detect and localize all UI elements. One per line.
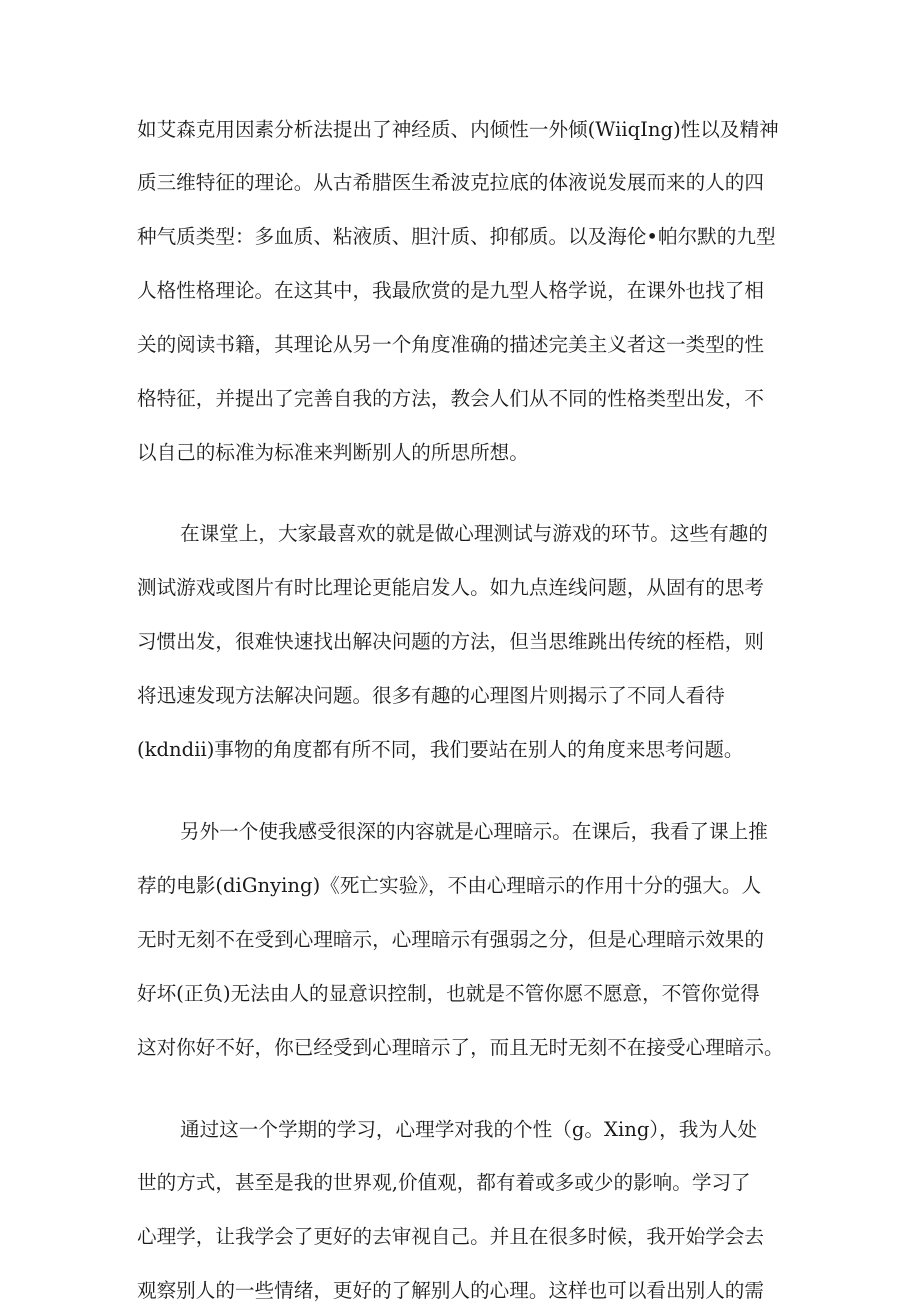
paragraph-1-line-6: 格特征，并提出了完善自我的方法，教会人们从不同的性格类型出发，不 <box>137 387 764 410</box>
paragraph-3-line-2: 荐的电影(diGnying)《死亡实验》，不由心理暗示的作用十分的强大。人 <box>137 874 762 897</box>
paragraph-3-line-5: 这对你好不好，你已经受到心理暗示了，而且无时无刻不在接受心理暗示。 <box>137 1036 784 1059</box>
paragraph-1-line-7: 以自己的标准为标准来判断别人的所思所想。 <box>137 441 529 464</box>
paragraph-2-line-1: 在课堂上，大家最喜欢的就是做心理测试与游戏的环节。这些有趣的 <box>180 522 768 545</box>
paragraph-1-line-1: 如艾森克用因素分析法提出了神经质、内倾性一外倾(WiiqIng)性以及精神 <box>137 118 779 141</box>
paragraph-2-line-4: 将迅速发现方法解决问题。很多有趣的心理图片则揭示了不同人看待 <box>137 684 725 707</box>
paragraph-4-line-3: 心理学，让我学会了更好的去审视自己。并且在很多时候，我开始学会去 <box>137 1225 764 1248</box>
paragraph-1-line-4: 人格性格理论。在这其中，我最欣赏的是九型人格学说，在课外也找了相 <box>137 279 764 302</box>
paragraph-1-line-3: 种气质类型：多血质、粘液质、胆汁质、抑郁质。以及海伦•帕尔默的九型 <box>137 225 776 248</box>
paragraph-2-line-2: 测试游戏或图片有时比理论更能启发人。如九点连线问题，从固有的思考 <box>137 576 764 599</box>
paragraph-2-line-3: 习惯出发，很难快速找出解决问题的方法，但当思维跳出传统的桎梏，则 <box>137 630 764 653</box>
paragraph-4-line-2: 世的方式，甚至是我的世界观,价值观，都有着或多或少的影响。学习了 <box>137 1171 751 1194</box>
paragraph-3-line-1: 另外一个使我感受很深的内容就是心理暗示。在课后，我看了课上推 <box>180 820 768 843</box>
paragraph-2-line-5: (kdndii)事物的角度都有所不同，我们要站在别人的角度来思考问题。 <box>137 738 744 761</box>
paragraph-1-line-5: 关的阅读书籍，其理论从另一个角度准确的描述完美主义者这一类型的性 <box>137 333 764 356</box>
paragraph-4-line-1: 通过这一个学期的学习，心理学对我的个性（g。Xing），我为人处 <box>180 1118 758 1141</box>
paragraph-3-line-4: 好坏(正负)无法由人的显意识控制，也就是不管你愿不愿意，不管你觉得 <box>137 982 760 1005</box>
paragraph-3-line-3: 无时无刻不在受到心理暗示，心理暗示有强弱之分，但是心理暗示效果的 <box>137 928 764 951</box>
paragraph-4-line-4: 观察别人的一些情绪，更好的了解别人的心理。这样也可以看出别人的需 <box>137 1279 764 1302</box>
paragraph-1-line-2: 质三维特征的理论。从古希腊医生希波克拉底的体液说发展而来的人的四 <box>137 171 764 194</box>
